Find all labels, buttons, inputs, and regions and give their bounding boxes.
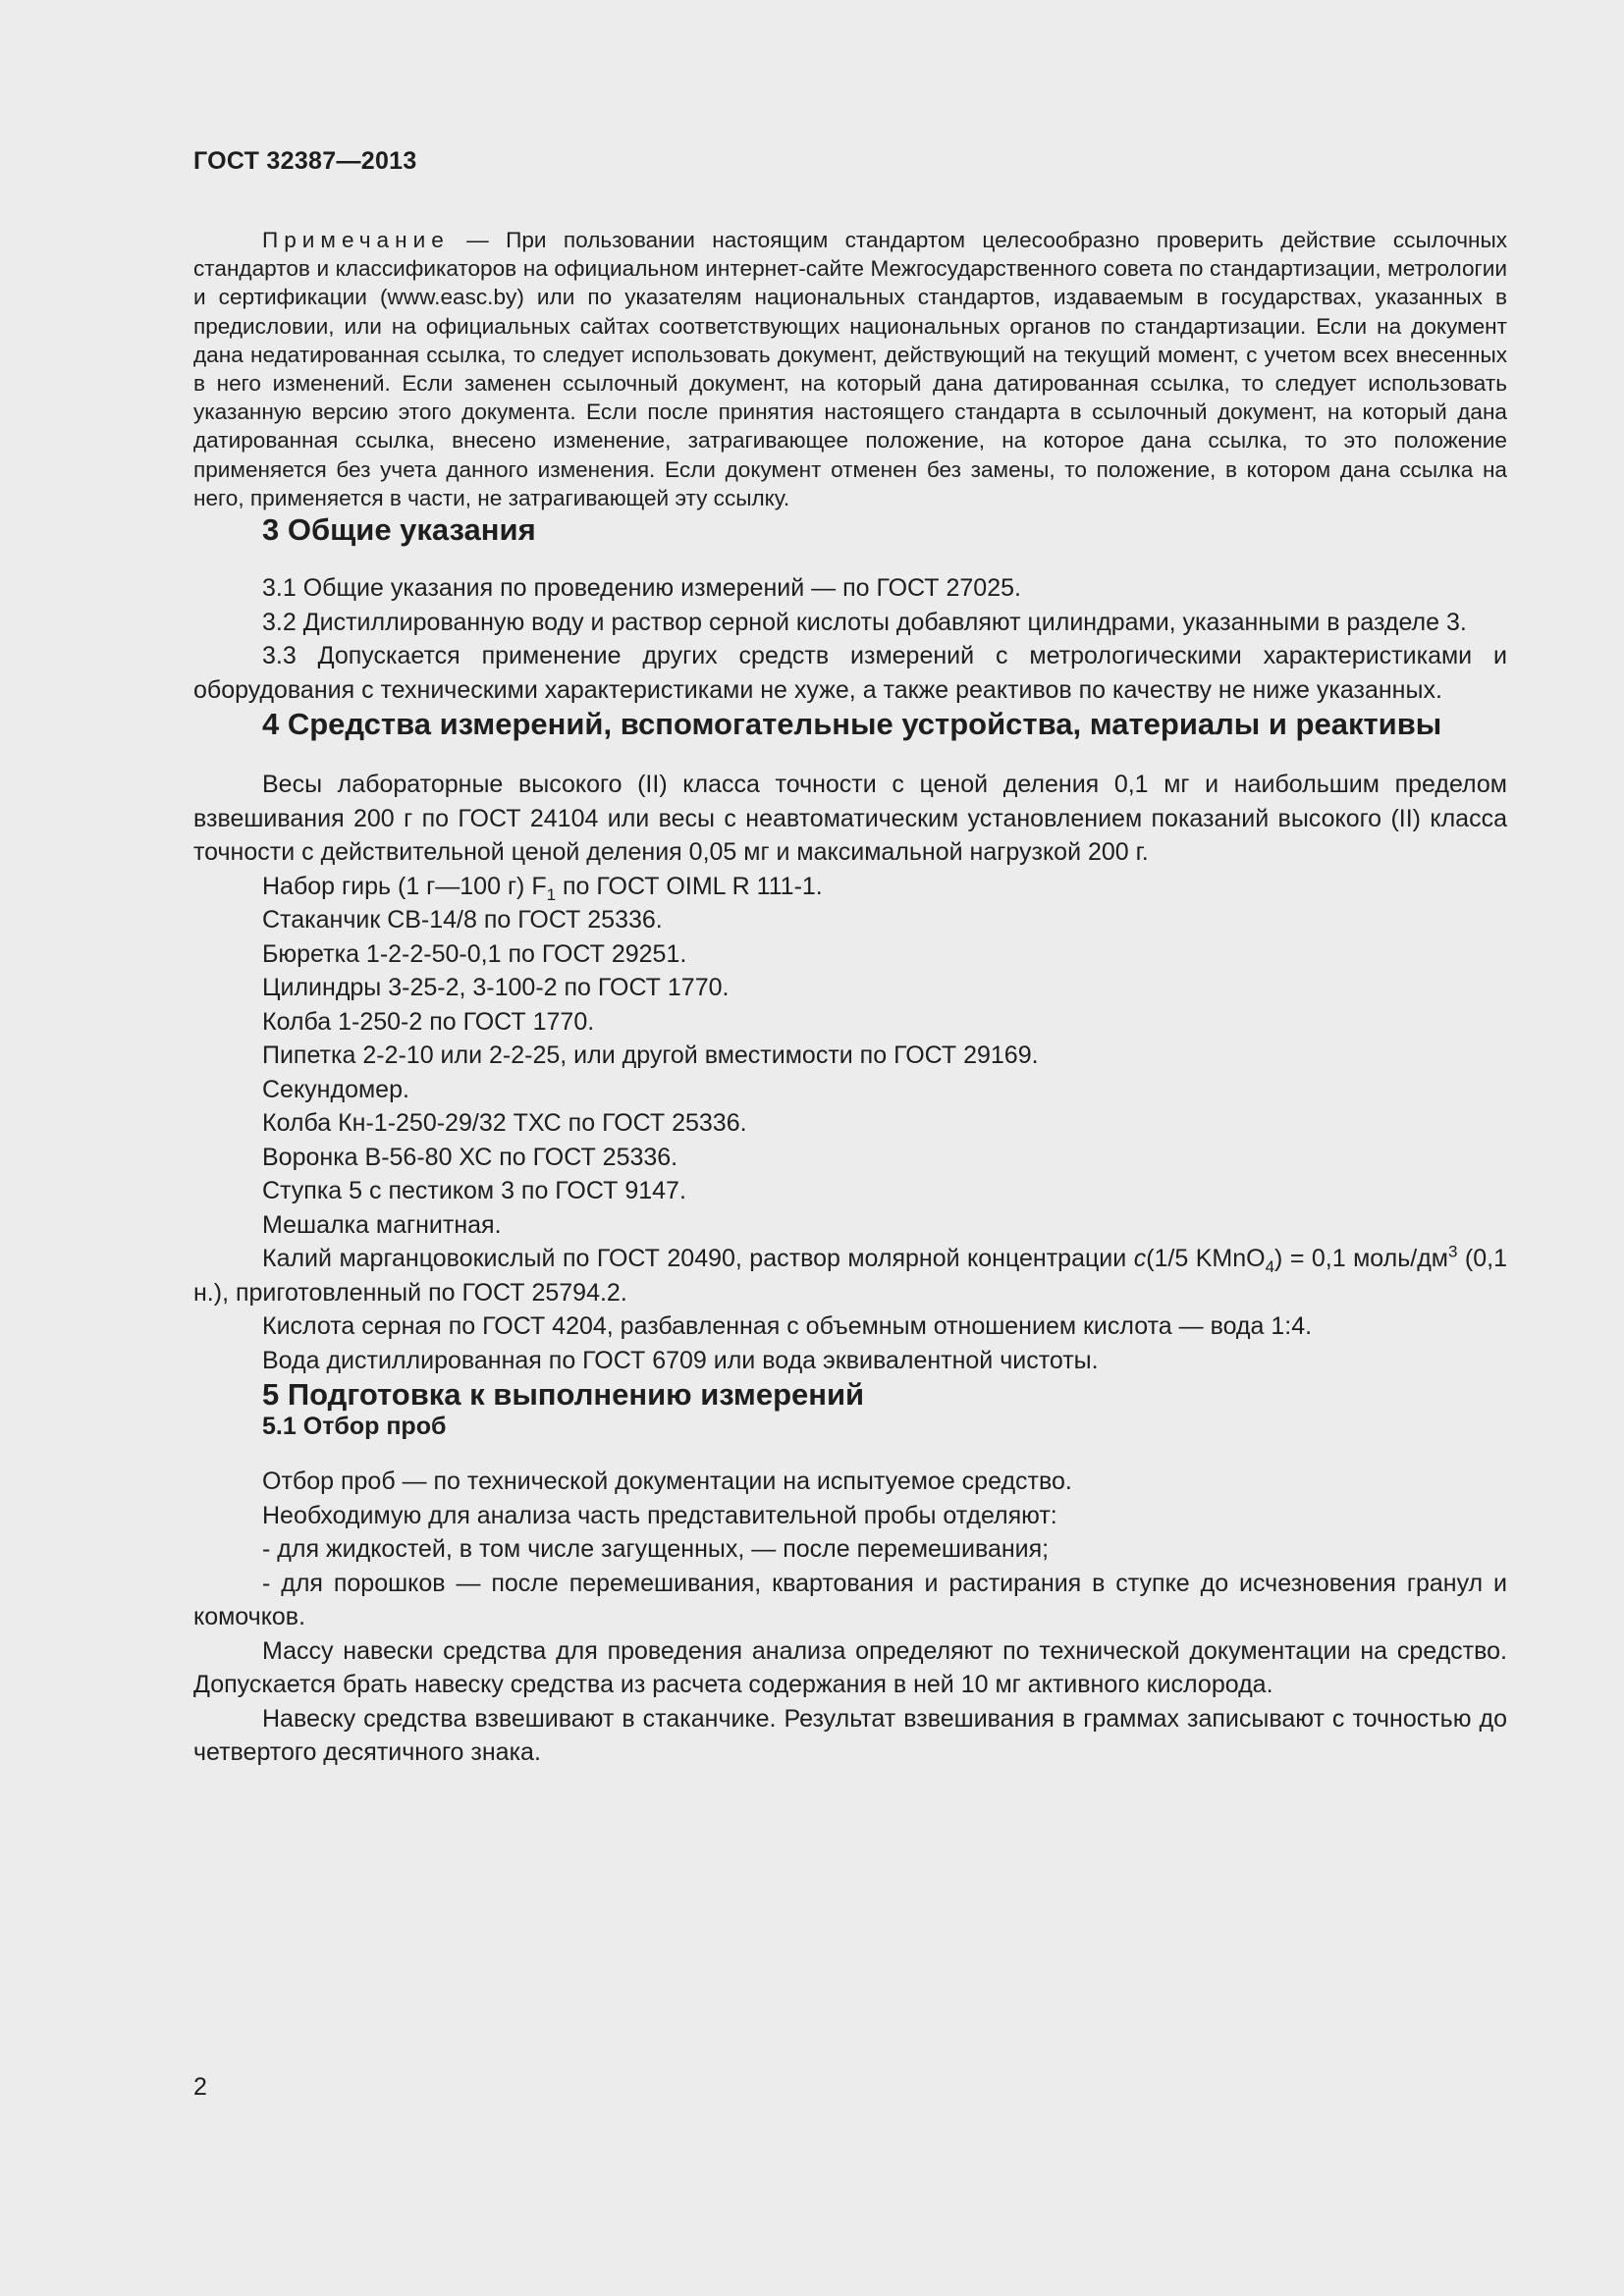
equipment-item: Секундомер. (262, 1075, 409, 1103)
page-number: 2 (193, 2073, 207, 2101)
kmno4-c-symbol: c (1133, 1245, 1147, 1273)
equipment-item: Колба 1-250-2 по ГОСТ 1770. (262, 1007, 595, 1036)
paragraph-3-2: 3.2 Дистиллированную воду и раствор серной кислоты добавляют цилиндрами, указанными в разделе 3. (262, 608, 1467, 636)
paragraph: Массу навески средства для проведения анализа определяют по технической документации на средство. Допускается брать навеску средства из расчета содержания в ней 10 мг активного кислорода. (193, 1636, 1507, 1699)
equipment-item: Вода дистиллированная по ГОСТ 6709 или вода эквивалентной чистоты. (262, 1346, 1099, 1374)
section-4-title: 4 Средства измерений, вспомогательные устройства, материалы и реактивы (262, 707, 1442, 742)
kmno4-text: Калий марганцовокислый по ГОСТ 20490, раствор молярной концентрации (262, 1245, 1134, 1273)
section-5-body (193, 1465, 1507, 1770)
kmno4-text-end: (0,1 н.), приготовленный по ГОСТ 25794.2. (193, 1245, 1507, 1307)
list-item: - для жидкостей, в том числе загущенных, — после перемешивания; (262, 1535, 1050, 1564)
section-3-body (193, 571, 1507, 707)
paragraph: Отбор проб — по технической документации на испытуемое средство. (262, 1468, 1072, 1496)
equipment-item: Кислота серная по ГОСТ 4204, разбавленная с объемным отношением кислота — вода 1:4. (262, 1312, 1313, 1341)
paragraph: Необходимую для анализа часть представительной пробы отделяют: (262, 1501, 1057, 1529)
equipment-item: Бюретка 1-2-2-50-0,1 по ГОСТ 29251. (262, 939, 687, 968)
equipment-item: Цилиндры 3-25-2, 3-100-2 по ГОСТ 1770. (262, 974, 730, 1002)
equipment-item: Колба Кн-1-250-29/32 ТХС по ГОСТ 25336. (262, 1109, 747, 1138)
page-content (193, 226, 1507, 1770)
kmno4-item (193, 1242, 1507, 1309)
equipment-item: Пипетка 2-2-10 или 2-2-25, или другой вместимости по ГОСТ 29169. (262, 1041, 1039, 1070)
equipment-item: Мешалка магнитная. (262, 1210, 502, 1239)
subsection-5-1-title: 5.1 Отбор проб (262, 1413, 447, 1441)
scales-paragraph: Весы лабораторные высокого (II) класса точности с ценой деления 0,1 мг и наибольшим пределом взвешивания 200 г по ГОСТ 24104 или весы с неавтоматическим установлением показаний высокого (II) класса точности с действительной ценой деления 0,05 мг и максимальной нагрузкой 200 г. (193, 771, 1507, 867)
equipment-item: Стаканчик СВ-14/8 по ГОСТ 25336. (262, 906, 663, 934)
list-item: - для порошков — после перемешивания, квартования и растирания в ступке до исчезновения гранул и комочков. (193, 1569, 1507, 1631)
paragraph: Навеску средства взвешивают в стаканчике. Результат взвешивания в граммах записывают с точностью до четвертого десятичного знака. (193, 1704, 1507, 1767)
note-text: — При пользовании настоящим стандартом целесообразно проверить действие ссылочных стандартов и классификаторов на официальном интернет-сайте Межгосударственного совета по стандартизации, метрологии и сертификации (www.easc.by) или по указателям национальных стандартов, издаваемым в государствах, указанных в предисловии, или на официальных сайтах соответствующих национальных органов по стандартизации. Если на документ дана недатированная ссылка, то следует использовать документ, действующий на текущий момент, с учетом всех внесенных в него изменений. Если заменен ссылочный документ, на который дана датированная ссылка, то следует использовать указанную версию этого документа. Если после принятия настоящего стандарта в ссылочный документ, на который дана датированная ссылка, внесено изменение, затрагивающее положение, на которое дана ссылка, то это положение применяется без учета данного изменения. Если документ отменен без замены, то положение, в котором дана ссылка на него, применяется в части, не затрагивающей эту ссылку. (193, 228, 1507, 510)
section-5-title: 5 Подготовка к выполнению измерений (262, 1377, 865, 1413)
document-header: ГОСТ 32387—2013 (193, 147, 417, 175)
equipment-item: Ступка 5 с пестиком 3 по ГОСТ 9147. (262, 1177, 686, 1205)
weights-text: Набор гирь (1 г—100 г) F (262, 872, 547, 900)
kmno4-superscript: 3 (1447, 1242, 1458, 1261)
paragraph-3-1: 3.1 Общие указания по проведению измерений — по ГОСТ 27025. (262, 574, 1021, 603)
kmno4-concentration: ) = 0,1 моль/дм (1274, 1245, 1448, 1273)
weights-text-end: по ГОСТ OIML R 111-1. (556, 872, 823, 900)
equipment-item: Воронка В-56-80 ХС по ГОСТ 25336. (262, 1143, 678, 1171)
section-3-title: 3 Общие указания (262, 512, 536, 548)
weights-subscript: 1 (546, 884, 557, 904)
kmno4-formula: (1/5 KMnO (1146, 1245, 1266, 1273)
note-paragraph (193, 226, 1507, 512)
kmno4-subscript: 4 (1265, 1257, 1275, 1277)
paragraph-3-3: 3.3 Допускается применение других средств измерений с метрологическими характеристиками и оборудования с техническими характеристиками не хуже, а также реактивов по качеству не ниже указанных. (193, 642, 1507, 704)
weights-item (193, 870, 1507, 904)
note-label: Примечание (262, 228, 450, 252)
section-4-body (193, 768, 1507, 1377)
